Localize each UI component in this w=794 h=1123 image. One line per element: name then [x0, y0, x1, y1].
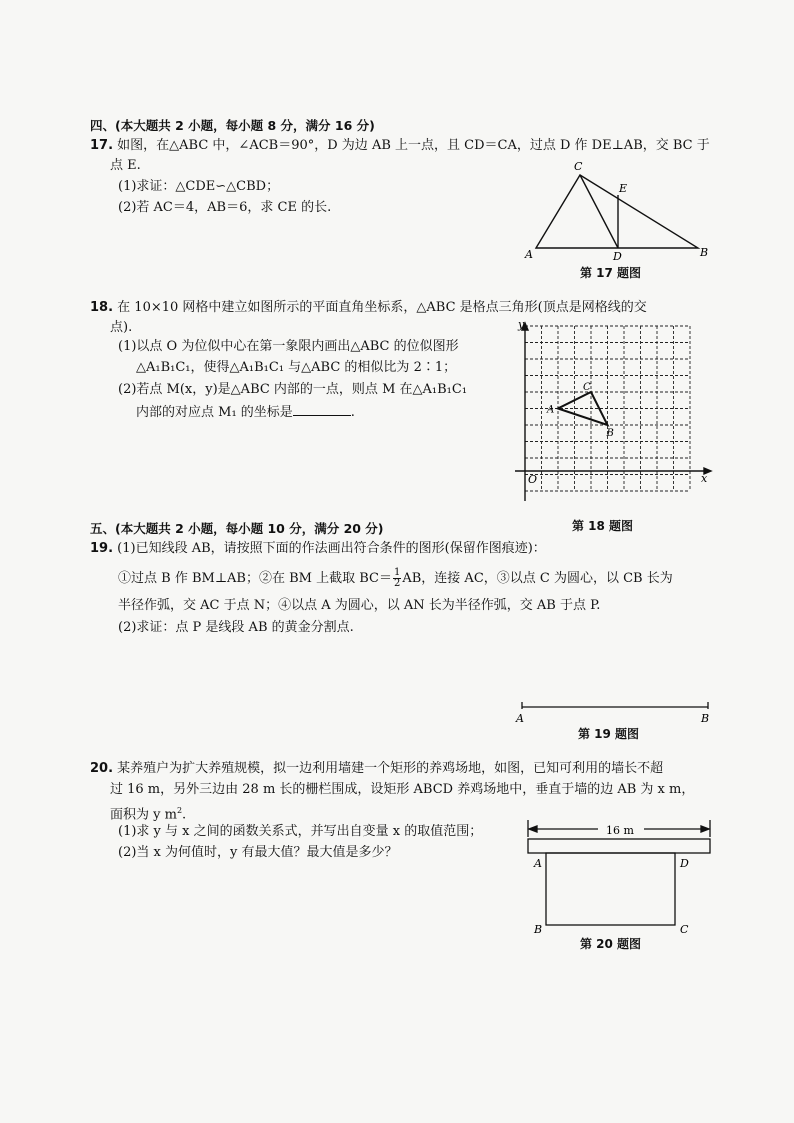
- q18-y-label: y: [518, 318, 525, 331]
- q20-caption: 第 20 题图: [580, 937, 642, 951]
- q18-x-label: x: [701, 472, 708, 485]
- q20-label-a: A: [534, 857, 542, 870]
- q19-part1: (1)已知线段 AB，请按照下面的作法画出符合条件的图形(保留作图痕迹)：: [117, 541, 546, 556]
- q17-part1: (1)求证：△CDE∽△CBD；: [118, 179, 280, 194]
- q20-label-d: D: [680, 857, 689, 870]
- q20-sup: 2: [176, 806, 183, 815]
- q17-figure: [520, 158, 720, 266]
- q18-label-b: B: [606, 428, 614, 439]
- q19-steps-line1: [118, 568, 673, 589]
- q20-part1: (1)求 y 与 x 之间的函数关系式，并写出自变量 x 的取值范围；: [118, 824, 483, 839]
- q19-part2: (2)求证：点 P 是线段 AB 的黄金分割点.: [118, 620, 354, 635]
- q18-answer-blank[interactable]: [293, 403, 351, 416]
- q18-part1-line2: △A₁B₁C₁，使得△A₁B₁C₁ 与△ABC 的相似比为 2∶1；: [136, 360, 457, 375]
- q17-label-e: E: [619, 182, 628, 195]
- q17-caption: 第 17 题图: [580, 266, 642, 280]
- q18-part2-period: .: [350, 405, 355, 420]
- q17-line1: [90, 137, 710, 154]
- q19-caption: 第 19 题图: [578, 727, 640, 741]
- q20-text3a: 面积为 y m: [110, 807, 177, 823]
- q20-wall-length: 16 m: [606, 824, 634, 837]
- q20-label-c: C: [680, 923, 689, 935]
- q17-number: 17.: [90, 138, 114, 153]
- q19-steps-line2: 半径作弧，交 AC 于点 N；④以点 A 为圆心，以 AN 长为半径作弧，交 AB 于点 P.: [118, 598, 601, 613]
- q20-text1: 某养殖户为扩大养殖规模，拟一边利用墙建一个矩形的养鸡场地，如图，已知可利用的墙长不超: [117, 761, 664, 776]
- q18-part2-text: 内部的对应点 M₁ 的坐标是: [136, 405, 293, 420]
- q19-steps-text-b: AB，连接 AC，③以点 C 为圆心，以 CB 长为: [402, 571, 673, 586]
- q18-part2-line1: (2)若点 M(x，y)是△ABC 内部的一点，则点 M 在△A₁B₁C₁: [118, 382, 468, 397]
- q19-fraction-den: 2: [393, 578, 401, 589]
- q20-line3: [110, 802, 186, 823]
- section5-heading: 五、(本大题共 2 小题，每小题 10 分，满分 20 分): [90, 521, 384, 536]
- q20-part2: (2)当 x 为何值时，y 有最大值？最大值是多少？: [118, 845, 398, 860]
- q17-label-c: C: [574, 160, 583, 173]
- q17-line2: 点 E.: [110, 158, 141, 173]
- q18-number: 18.: [90, 300, 114, 315]
- q20-line1: [90, 760, 663, 777]
- q19-fraction-num: 1: [393, 567, 401, 578]
- q20-text3b: .: [182, 807, 187, 823]
- q20-dim-arrow-left: [529, 826, 537, 832]
- q20-number: 20.: [90, 761, 114, 776]
- section4-heading: 四、(本大题共 2 小题，每小题 8 分，满分 16 分): [90, 118, 375, 133]
- q18-figure: [505, 315, 717, 515]
- q17-label-d: D: [613, 250, 622, 263]
- q20-line2: 过 16 m，另外三边由 28 m 长的栅栏围成，设矩形 ABCD 养鸡场地中，垂直于墙的边 AB 为 x m，: [110, 782, 695, 797]
- q18-text1: 在 10×10 网格中建立如图所示的平面直角坐标系，△ABC 是格点三角形(顶点是网格线的交: [117, 300, 647, 315]
- q18-label-c: C: [583, 382, 591, 393]
- q19-number: 19.: [90, 541, 114, 556]
- q19-line1: [90, 540, 546, 557]
- q18-origin-label: O: [528, 473, 538, 486]
- q18-part1-line1: (1)以点 O 为位似中心在第一象限内画出△ABC 的位似图形: [118, 339, 459, 354]
- q19-steps-text-a: ①过点 B 作 BM⊥AB；②在 BM 上截取 BC＝: [118, 571, 392, 586]
- q17-label-a: A: [525, 248, 533, 261]
- q18-label-a: A: [547, 404, 555, 416]
- q18-caption: 第 18 题图: [572, 519, 634, 533]
- q19-figure: [512, 698, 722, 726]
- q17-text1: 如图，在△ABC 中，∠ACB＝90°，D 为边 AB 上一点，且 CD＝CA，过点 D 作 DE⊥AB，交 BC 于: [117, 138, 710, 153]
- q20-rectangle-abcd: [546, 853, 675, 925]
- q20-label-b: B: [534, 923, 543, 935]
- q17-triangle-abc: [536, 175, 698, 248]
- q18-part2-line2: [136, 403, 355, 421]
- q20-dim-arrow-right: [701, 826, 709, 832]
- q17-label-b: B: [700, 246, 709, 259]
- q20-figure: [520, 815, 720, 935]
- q20-wall: [528, 839, 710, 853]
- q19-label-a: A: [516, 712, 524, 725]
- q18-line1: [90, 299, 647, 316]
- q18-line2: 点).: [110, 320, 133, 335]
- q19-label-b: B: [701, 712, 710, 725]
- q19-fraction: [393, 568, 401, 589]
- q17-part2: (2)若 AC＝4，AB＝6，求 CE 的长.: [118, 200, 332, 215]
